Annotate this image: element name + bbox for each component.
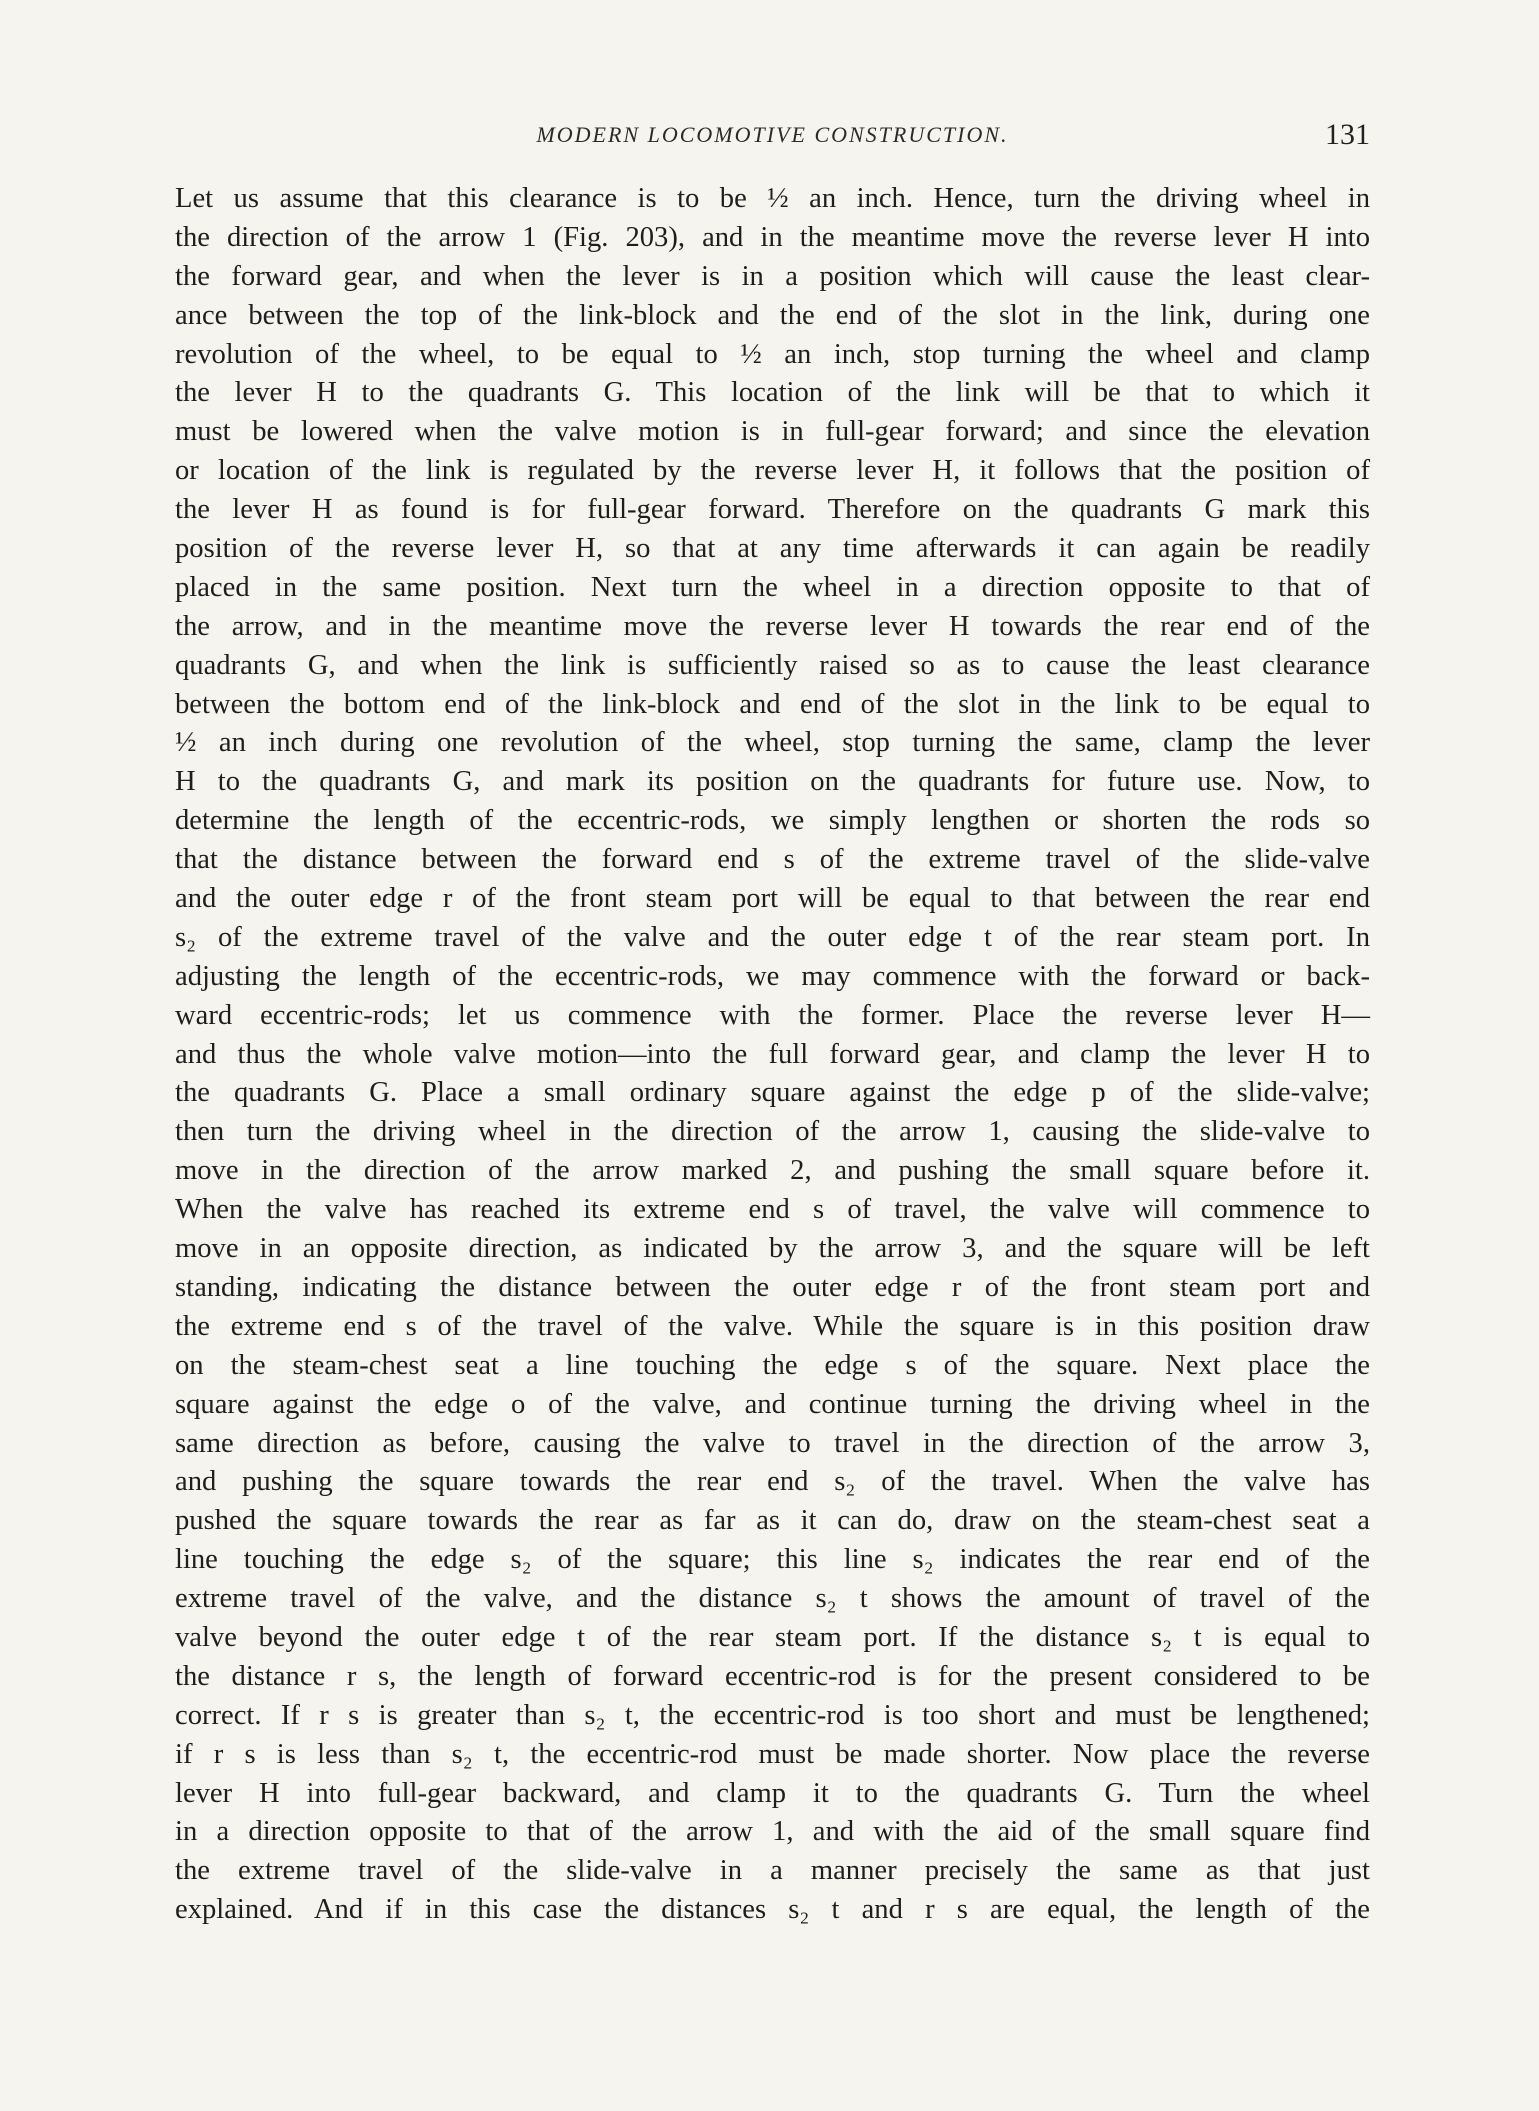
text-line: on the steam-chest seat a line touching the edge s of the square. Next place the <box>175 1349 1370 1381</box>
text-line: standing, indicating the distance between the outer edge r of the front steam port and <box>175 1271 1370 1303</box>
text-line: pushed the square towards the rear as far as it can do, draw on the steam-chest seat a <box>175 1505 1370 1537</box>
text-line: the extreme travel of the slide-valve in a manner precisely the same as that just <box>175 1855 1370 1887</box>
text-line: or location of the link is regulated by the reverse lever H, it follows that the position of <box>175 455 1370 487</box>
text-line: must be lowered when the valve motion is in full-gear forward; and since the elevation <box>175 416 1370 448</box>
text-line: the direction of the arrow 1 (Fig. 203), and in the meantime move the reverse lever H into <box>175 221 1370 253</box>
text-line: explained. And if in this case the distances s₂ t and r s are equal, the length of the <box>175 1894 1370 1926</box>
text-line: ½ an inch during one revolution of the wheel, stop turning the same, clamp the lever <box>175 727 1370 759</box>
text-line: adjusting the length of the eccentric-rods, we may commence with the forward or back- <box>175 960 1370 992</box>
text-line: ance between the top of the link-block and the end of the slot in the link, during one <box>175 299 1370 331</box>
text-line: the lever H to the quadrants G. This location of the link will be that to which it <box>175 377 1370 409</box>
text-line: then turn the driving wheel in the direction of the arrow 1, causing the slide-valve to <box>175 1116 1370 1148</box>
text-line: in a direction opposite to that of the arrow 1, and with the aid of the small square find <box>175 1816 1370 1848</box>
text-line: square against the edge o of the valve, and continue turning the driving wheel in the <box>175 1388 1370 1420</box>
running-title: MODERN LOCOMOTIVE CONSTRUCTION. <box>536 122 1009 147</box>
running-head <box>175 118 1370 158</box>
text-line: move in an opposite direction, as indicated by the arrow 3, and the square will be left <box>175 1233 1370 1265</box>
text-line: the distance r s, the length of forward eccentric-rod is for the present considered to be <box>175 1660 1370 1692</box>
text-line: Let us assume that this clearance is to be ½ an inch. Hence, turn the driving wheel in <box>175 183 1370 214</box>
text-line: the extreme end s of the travel of the valve. While the square is in this position draw <box>175 1310 1370 1342</box>
text-line: When the valve has reached its extreme end s of travel, the valve will commence to <box>175 1194 1370 1226</box>
text-line: and the outer edge r of the front steam port will be equal to that between the rear end <box>175 883 1370 915</box>
page-number: 131 <box>1325 118 1370 151</box>
text-line: s₂ of the extreme travel of the valve and the outer edge t of the rear steam port. In <box>175 921 1370 953</box>
text-line: and pushing the square towards the rear end s₂ of the travel. When the valve has <box>175 1466 1370 1498</box>
text-line: extreme travel of the valve, and the distance s₂ t shows the amount of travel of the <box>175 1583 1370 1615</box>
text-line: between the bottom end of the link-block and end of the slot in the link to be equal to <box>175 688 1370 720</box>
text-line: the arrow, and in the meantime move the reverse lever H towards the rear end of the <box>175 610 1370 642</box>
text-line: determine the length of the eccentric-rods, we simply lengthen or shorten the rods so <box>175 805 1370 837</box>
text-line: lever H into full-gear backward, and clamp it to the quadrants G. Turn the wheel <box>175 1777 1370 1809</box>
text-line: quadrants G, and when the link is sufficiently raised so as to cause the least clearance <box>175 649 1370 681</box>
text-line: the quadrants G. Place a small ordinary square against the edge p of the slide-valve; <box>175 1077 1370 1109</box>
text-line: placed in the same position. Next turn the wheel in a direction opposite to that of <box>175 571 1370 603</box>
text-line: revolution of the wheel, to be equal to ½ an inch, stop turning the wheel and clamp <box>175 338 1370 370</box>
body-paragraph <box>175 180 1370 1930</box>
text-line: the forward gear, and when the lever is in a position which will cause the least clear- <box>175 260 1370 292</box>
text-line: ward eccentric-rods; let us commence with the former. Place the reverse lever H— <box>175 999 1370 1031</box>
text-line: H to the quadrants G, and mark its position on the quadrants for future use. Now, to <box>175 766 1370 798</box>
text-line: the lever H as found is for full-gear forward. Therefore on the quadrants G mark this <box>175 494 1370 526</box>
text-line: if r s is less than s₂ t, the eccentric-rod must be made shorter. Now place the reverse <box>175 1738 1370 1770</box>
text-line: line touching the edge s₂ of the square; this line s₂ indicates the rear end of the <box>175 1544 1370 1576</box>
text-line: and thus the whole valve motion—into the full forward gear, and clamp the lever H to <box>175 1038 1370 1070</box>
text-line: position of the reverse lever H, so that at any time afterwards it can again be readily <box>175 533 1370 565</box>
text-line: correct. If r s is greater than s₂ t, the eccentric-rod is too short and must be lengthened; <box>175 1699 1370 1731</box>
text-line: move in the direction of the arrow marked 2, and pushing the small square before it. <box>175 1155 1370 1187</box>
text-line: that the distance between the forward end s of the extreme travel of the slide-valve <box>175 844 1370 876</box>
text-line: same direction as before, causing the valve to travel in the direction of the arrow 3, <box>175 1427 1370 1459</box>
text-line: valve beyond the outer edge t of the rear steam port. If the distance s₂ t is equal to <box>175 1621 1370 1653</box>
